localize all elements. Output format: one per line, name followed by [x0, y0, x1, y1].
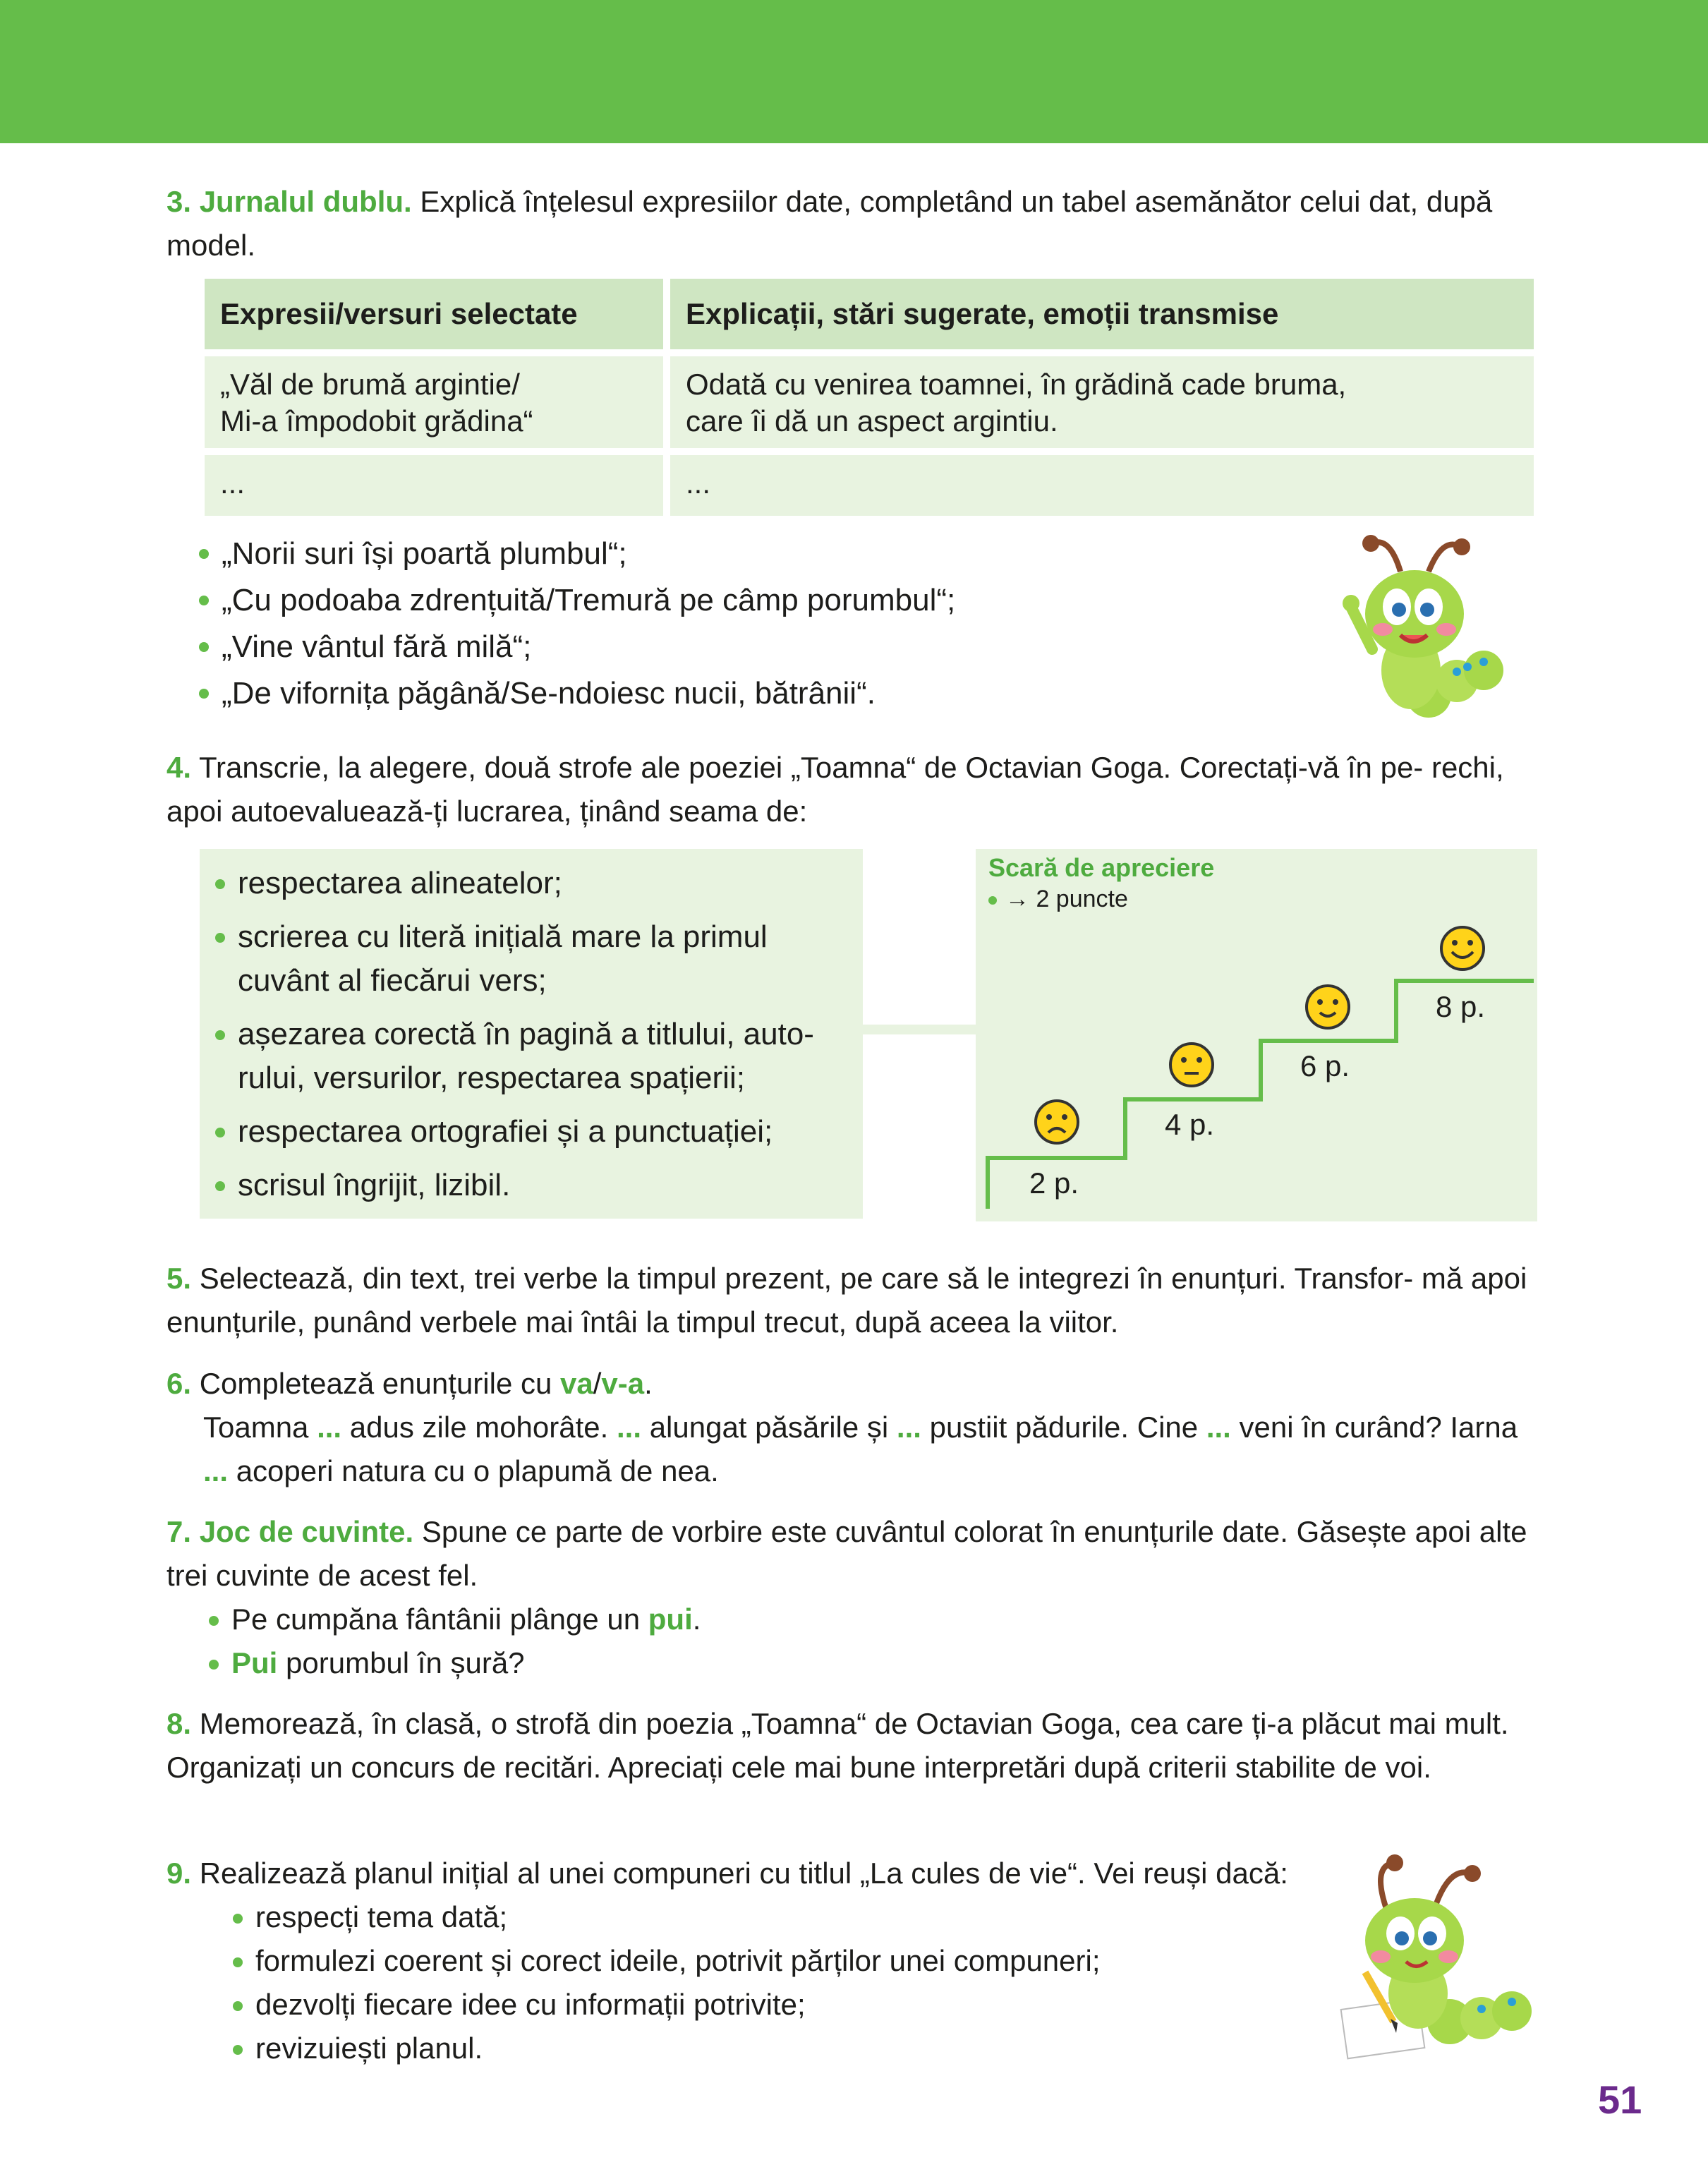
exercise-number: 9.	[166, 1857, 192, 1890]
blank-gap: ...	[203, 1454, 229, 1487]
list-item: „Norii suri își poartă plumbul“;	[199, 531, 955, 577]
blank-gap: ...	[317, 1411, 342, 1444]
exercise-number: 4.	[166, 751, 192, 784]
list-item: revizuiești planul.	[233, 2027, 1542, 2070]
sentence-part: Toamna	[203, 1411, 309, 1444]
sentence-part: veni în curând? Iarna	[1239, 1411, 1518, 1444]
exercise-text: Realizează planul inițial al unei compuneri cu titlul „La cules de vie“. Vei reuși dacă:	[199, 1857, 1288, 1890]
exercise-8	[166, 1702, 1542, 1789]
sentence-part: alungat păsările și	[649, 1411, 889, 1444]
exercise-6	[166, 1362, 1542, 1493]
example-list	[209, 1598, 1542, 1685]
caterpillar-mascot-icon	[1323, 522, 1513, 734]
table-header-row	[205, 279, 1534, 349]
list-item	[209, 1641, 1542, 1685]
table-cell: ...	[670, 455, 1534, 516]
scale-title: Scară de apreciere	[988, 853, 1215, 882]
exercise-text: Selectează, din text, trei verbe la timpul prezent, pe care să le integrezi în enunțuri. Transfor- mă apoi enunțurile, punând verbele mai întâi la timpul trecut, după aceea la viitor.	[166, 1262, 1527, 1339]
exercise-5	[166, 1257, 1542, 1344]
list-item: „Vine vântul fără milă“;	[199, 624, 955, 670]
list-item: dezvolți fiecare idee cu informații potrivite;	[233, 1983, 1542, 2027]
top-color-band	[0, 0, 1708, 143]
list-item: formulezi coerent și corect ideile, potrivit părților unei compuneri;	[233, 1939, 1542, 1983]
cell-line: care îi dă un aspect argintiu.	[686, 404, 1058, 437]
scale-subtitle-text: → 2 puncte	[1005, 886, 1128, 912]
list-item: „De vifornița păgână/Se-ndoiesc nucii, bătrânii“.	[199, 670, 955, 717]
list-item: scrierea cu literă inițială mare la primul cuvânt al fiecărui vers;	[215, 915, 847, 1003]
cell-line: „Văl de brumă argintie/	[220, 368, 520, 401]
double-journal-table	[205, 279, 1534, 523]
list-item: așezarea corectă în pagină a titlului, auto- rului, versurilor, respectarea spațierii;	[215, 1013, 847, 1100]
sentence-part: Pe cumpăna fântânii plânge un	[231, 1602, 641, 1636]
highlighted-word: Pui	[231, 1646, 278, 1679]
exercise-7	[166, 1510, 1542, 1685]
punctuation: .	[644, 1367, 653, 1400]
exercise-text: Transcrie, la alegere, două strofe ale poeziei „Toamna“ de Octavian Goga. Corectați-vă în pe- rechi, apoi autoevaluează-ți lucrarea, ținând seama de:	[166, 751, 1504, 828]
blank-gap: ...	[1206, 1411, 1231, 1444]
exercise-text: Completează enunțurile cu	[199, 1367, 552, 1400]
list-item	[209, 1598, 1542, 1641]
sad-face-icon	[1036, 1101, 1078, 1143]
exercise-text: Spune ce parte de vorbire este cuvântul colorat în enunțurile date. Găsește apoi alte trei cuvinte de acest fel.	[166, 1515, 1527, 1592]
list-item: respectarea alineatelor;	[215, 862, 847, 905]
exercise-text: Explică înțelesul expresiilor date, completând un tabel asemănător celui dat, după model.	[166, 185, 1493, 262]
option-word: va	[560, 1367, 593, 1400]
list-item: „Cu podoaba zdrențuită/Tremură pe câmp porumbul“;	[199, 577, 955, 624]
punctuation: .	[692, 1602, 701, 1636]
exercise-number: 5.	[166, 1262, 192, 1295]
exercise-text: Memorează, în clasă, o strofă din poezia „Toamna“ de Octavian Goga, cea care ți-a plăcut mai mult. Organizați un concurs de recitări. Apreciați cele mai bune interpretări după criterii stabilite de voi.	[166, 1707, 1509, 1784]
cell-line: Mi-a împodobit grădina“	[220, 404, 533, 437]
list-item: respecți tema dată;	[233, 1895, 1542, 1939]
sentence-part: acoperi natura cu o plapumă de nea.	[236, 1454, 719, 1487]
option-word: v-a	[601, 1367, 645, 1400]
happy-face-icon	[1441, 927, 1484, 970]
level-label: 6 p.	[1300, 1049, 1350, 1082]
criteria-box	[200, 849, 863, 1219]
exercise-number: 6.	[166, 1367, 192, 1400]
slash: /	[593, 1367, 602, 1400]
exercise-9	[166, 1852, 1542, 2070]
highlighted-word: pui	[648, 1602, 693, 1636]
list-item: respectarea ortografiei și a punctuației;	[215, 1110, 847, 1154]
exercise-title: Jurnalul dublu.	[199, 185, 412, 218]
exercise-title: Joc de cuvinte.	[199, 1515, 414, 1548]
cell-line: Odată cu venirea toamnei, în grădină cade bruma,	[686, 368, 1347, 401]
exercise-number: 3.	[166, 185, 192, 218]
table-header-cell: Explicații, stări sugerate, emoții transmise	[670, 279, 1534, 349]
table-cell	[205, 356, 663, 448]
list-item: scrisul îngrijit, lizibil.	[215, 1164, 847, 1207]
rating-scale-box	[976, 849, 1537, 1221]
smile-face-icon	[1307, 986, 1349, 1028]
exercise-4	[166, 746, 1542, 833]
sentence-part: pustiit pădurile. Cine	[929, 1411, 1199, 1444]
table-header-cell: Expresii/versuri selectate	[205, 279, 663, 349]
writing-caterpillar-icon	[1337, 1852, 1542, 2064]
exercise-number: 8.	[166, 1707, 192, 1740]
table-row	[205, 356, 1534, 448]
table-cell: ...	[205, 455, 663, 516]
staircase-graphic	[976, 849, 1537, 1221]
level-label: 2 p.	[1029, 1166, 1079, 1200]
page-number: 51	[1598, 2077, 1642, 2122]
exercise-3	[166, 180, 1542, 267]
blank-gap: ...	[896, 1411, 921, 1444]
level-label: 8 p.	[1436, 990, 1486, 1023]
exercise-number: 7.	[166, 1515, 192, 1548]
sentence-part: porumbul în șură?	[286, 1646, 525, 1679]
table-cell	[670, 356, 1534, 448]
blank-gap: ...	[617, 1411, 642, 1444]
sentence-part: adus zile mohorâte.	[349, 1411, 609, 1444]
box-connector	[863, 1025, 976, 1034]
table-row	[205, 455, 1534, 516]
quote-list	[199, 531, 955, 717]
fill-in-sentences	[166, 1406, 1542, 1493]
neutral-face-icon	[1170, 1044, 1213, 1086]
level-label: 4 p.	[1165, 1108, 1215, 1141]
